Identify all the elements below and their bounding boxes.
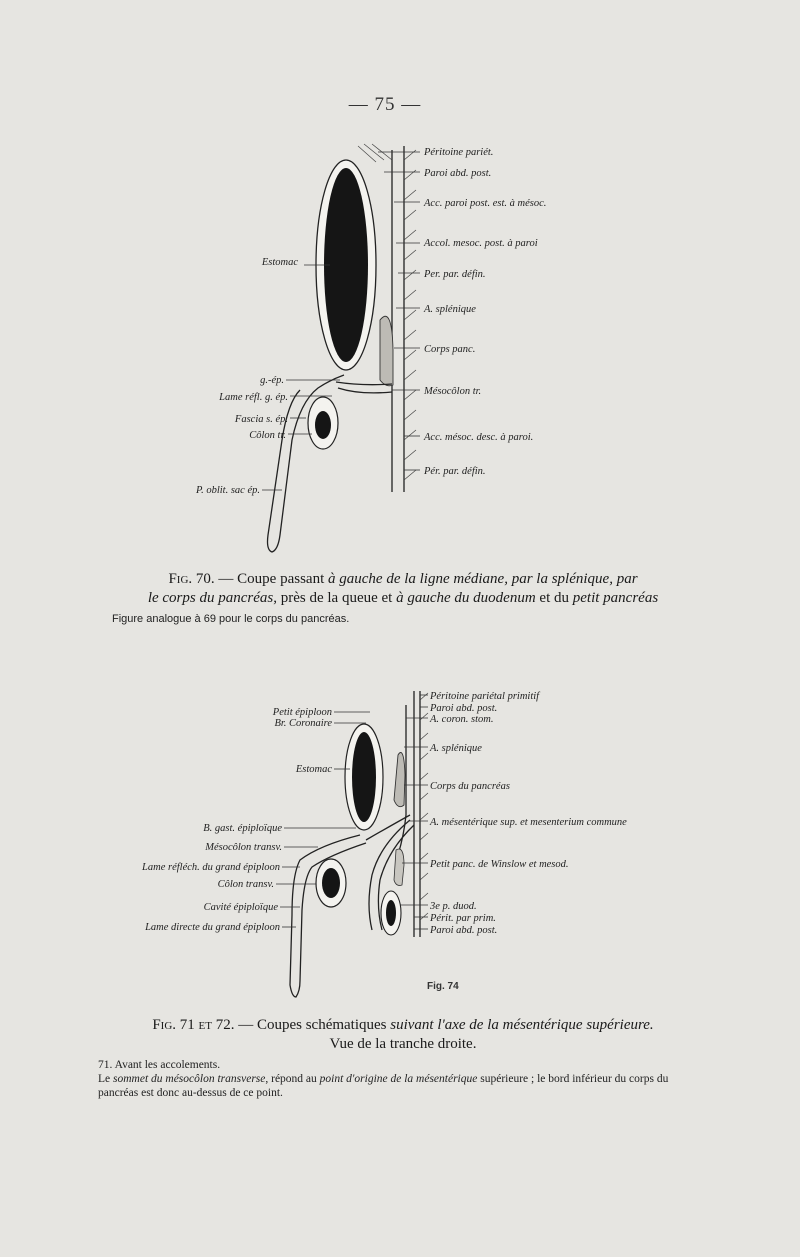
label-mesocolon-transv: Mésocôlon transv. [205, 842, 282, 853]
label-peritoine-pariet-prim: Péritoine pariétal primitif [430, 691, 540, 702]
label-accol-mesoc: Accol. mesoc. post. à paroi [424, 238, 538, 249]
fig70-right-labels [423, 147, 546, 477]
label-paroi-abd-post-2: Paroi abd. post. [430, 703, 498, 714]
label-per-par-defin-2: Pér. par. défin. [424, 466, 486, 477]
label-corps-pancreas: Corps du pancréas [430, 781, 510, 792]
label-colon-tr: Côlon tr. [249, 430, 286, 441]
label-acc-paroi-post: Acc. paroi post. est. à mésoc. [424, 198, 547, 209]
label-peritoine-pariet: Péritoine pariét. [424, 147, 494, 158]
label-a-splenique-2: A. splénique [430, 743, 482, 754]
label-a-mesenterique: A. mésentérique sup. et mesenterium commune [430, 817, 627, 828]
transverse-colon-shape [308, 397, 338, 449]
page-number: — 75 — [348, 94, 422, 115]
label-corps-panc: Corps panc. [424, 344, 476, 355]
label-a-splenique: A. splénique [424, 304, 476, 315]
label-petit-epiploon: Petit épiploon [272, 707, 332, 718]
small-pancreas-shape [394, 849, 404, 885]
section-71-heading: 71. Avant les accolements. [98, 1059, 221, 1071]
section-71-paragraph: Le sommet du mésocôlon transverse, répond au point d'origine de la mésentérique supérieure ; le bord inférieur du corps du pancréas est donc au-dessus de ce point. [98, 1073, 669, 1099]
label-perit-par-prim: Périt. par prim. [430, 913, 496, 924]
figure-71-72-caption: Fig. 71 et 72. — Coupes schématiques suivant l'axe de la mésentérique supérieure. Vue de la tranche droite. [152, 1017, 654, 1052]
figure-70-diagram [0, 140, 800, 565]
fig71-right-labels [429, 691, 627, 936]
duodenum-shape [381, 891, 401, 935]
transverse-colon-shape-2 [316, 859, 346, 907]
figure-70-note: Figure analogue à 69 pour le corps du pancréas. [112, 613, 350, 625]
label-mesocolon-tr: Mésocôlon tr. [424, 386, 482, 397]
label-petit-panc: Petit panc. de Winslow et mesod. [430, 859, 569, 870]
section-71-text [98, 1058, 670, 1100]
label-estomac: Estomac [261, 257, 298, 268]
fig71-left-labels [141, 707, 332, 933]
label-per-par-defin: Per. par. défin. [424, 269, 486, 280]
label-br-coronaire: Br. Coronaire [274, 718, 332, 729]
pancreas-body-shape [380, 316, 393, 386]
label-paroi-abd-post-3: Paroi abd. post. [430, 925, 498, 936]
label-colon-transv: Côlon transv. [217, 879, 274, 890]
posterior-wall-hatching-2 [414, 691, 428, 937]
stomach-shape-2 [345, 724, 383, 830]
label-b-gast-epiploique: B. gast. épiploïque [203, 823, 282, 834]
label-lame-directe: Lame directe du grand épiploon [145, 922, 280, 933]
figure-74-label: Fig. 74 [427, 981, 459, 992]
label-g-ep: g.-ép. [260, 375, 284, 386]
fig70-left-labels [195, 257, 298, 496]
label-acc-mesoc-desc: Acc. mésoc. desc. à paroi. [424, 432, 534, 443]
figure-71-diagram [0, 685, 800, 1005]
label-3e-p-duod: 3e p. duod. [430, 901, 477, 912]
label-fascia: Fascia s. ép. [234, 414, 288, 425]
label-a-coron-stom: A. coron. stom. [430, 714, 494, 725]
label-cavite-epiploique: Cavité épiploïque [203, 902, 278, 913]
label-estomac-2: Estomac [295, 764, 332, 775]
label-lame-reflech: Lame réfléch. du grand épiploon [142, 862, 280, 873]
pancreas-shape-2 [394, 753, 405, 807]
label-p-oblit: P. oblit. sac ép. [196, 485, 260, 496]
label-lame-refl: Lame réfl. g. ép. [219, 392, 288, 403]
figure-70-caption: Fig. 70. — Coupe passant à gauche de la ligne médiane, par la splénique, par le corps du pancréas, près de la queue et à gauche du duodenum et du petit pancréas [147, 571, 659, 606]
label-paroi-abd-post: Paroi abd. post. [424, 168, 492, 179]
